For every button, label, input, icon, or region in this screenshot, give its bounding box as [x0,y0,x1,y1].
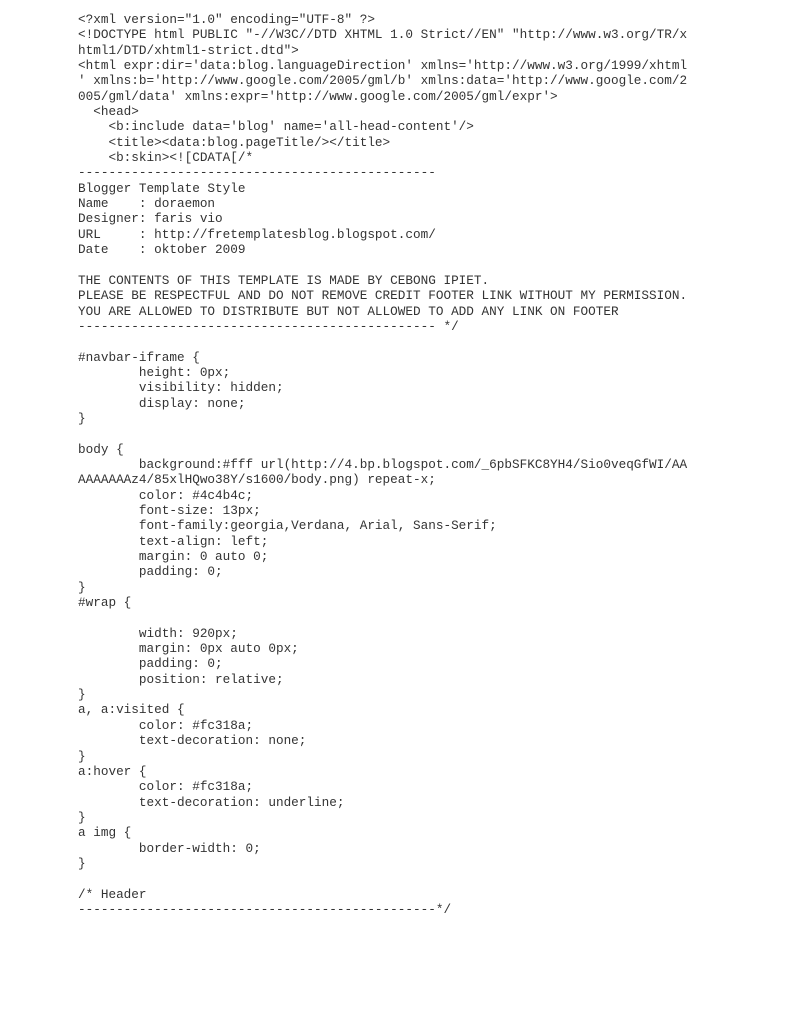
code-line: visibility: hidden; [78,380,284,396]
code-line: -----------------------------------------------*/ [78,901,452,917]
code-line: display: none; [78,395,246,411]
code-line [78,258,718,273]
code-line: a img { [78,825,132,841]
code-line: <?xml version="1.0" encoding="UTF-8" ?> [78,12,375,27]
code-line: } [78,687,86,703]
code-line: height: 0px; [78,364,231,380]
code-line: } [78,809,86,825]
code-line: margin: 0 auto 0; [78,549,269,565]
code-line: Blogger Template Style [78,180,246,196]
code-line: a, a:visited { [78,702,185,718]
code-line: THE CONTENTS OF THIS TEMPLATE IS MADE BY CEBONG IPIET. [78,272,490,288]
code-line: <head> [78,104,139,120]
code-line: ----------------------------------------------- */ [78,318,459,334]
code-line: ' xmlns:b='http://www.google.com/2005/gml/b' xmlns:data='http://www.google.com/2 [78,73,688,89]
code-line: body { [78,441,124,457]
code-line: <title><data:blog.pageTitle/></title> [78,134,391,150]
code-line: Name : doraemon [78,196,216,212]
code-line: text-align: left; [78,533,269,549]
code-line: Date : oktober 2009 [78,242,246,258]
code-line: position: relative; [78,671,284,687]
code-line: color: #fc318a; [78,717,254,733]
code-line: padding: 0; [78,564,223,580]
code-line: /* Header [78,886,147,902]
code-line: a:hover { [78,763,147,779]
code-line: html1/DTD/xhtml1-strict.dtd"> [78,42,299,58]
code-line: #wrap { [78,595,132,611]
code-line: } [78,579,86,595]
code-line: PLEASE BE RESPECTFUL AND DO NOT REMOVE CREDIT FOOTER LINK WITHOUT MY PERMISSION. [78,288,688,304]
code-line [78,426,718,441]
code-line: color: #4c4b4c; [78,487,254,503]
code-line: } [78,410,86,426]
code-line: AAAAAAAz4/85xlHQwo38Y/s1600/body.png) repeat-x; [78,472,436,488]
code-line: font-size: 13px; [78,503,261,518]
code-line: URL : http://fretemplatesblog.blogspot.com/ [78,226,436,242]
code-line: <html expr:dir='data:blog.languageDirection' xmlns='http://www.w3.org/1999/xhtml [78,58,688,74]
code-line: width: 920px; [78,625,238,641]
code-line [78,334,718,349]
code-line: text-decoration: underline; [78,794,345,810]
code-line: margin: 0px auto 0px; [78,641,299,657]
code-line: border-width: 0; [78,840,261,856]
code-line: text-decoration: none; [78,733,307,749]
code-line [78,871,718,886]
code-line: <b:skin><![CDATA[/* [78,150,254,166]
code-line: 005/gml/data' xmlns:expr='http://www.google.com/2005/gml/expr'> [78,88,558,104]
code-line: } [78,748,86,764]
code-line: font-family:georgia,Verdana, Arial, Sans-Serif; [78,518,497,534]
template-source-code [78,12,718,917]
code-line: background:#fff url(http://4.bp.blogspot.com/_6pbSFKC8YH4/Sio0veqGfWI/AA [78,456,688,472]
code-line: ----------------------------------------------- [78,165,436,181]
code-line: } [78,855,86,871]
code-line: color: #fc318a; [78,779,254,795]
code-line: <b:include data='blog' name='all-head-content'/> [78,119,474,135]
code-line [78,610,718,625]
code-line: #navbar-iframe { [78,349,200,365]
code-line: Designer: faris vio [78,211,223,227]
code-line: <!DOCTYPE html PUBLIC "-//W3C//DTD XHTML 1.0 Strict//EN" "http://www.w3.org/TR/x [78,27,688,43]
code-line: padding: 0; [78,656,223,672]
code-line: YOU ARE ALLOWED TO DISTRIBUTE BUT NOT ALLOWED TO ADD ANY LINK ON FOOTER [78,303,619,319]
